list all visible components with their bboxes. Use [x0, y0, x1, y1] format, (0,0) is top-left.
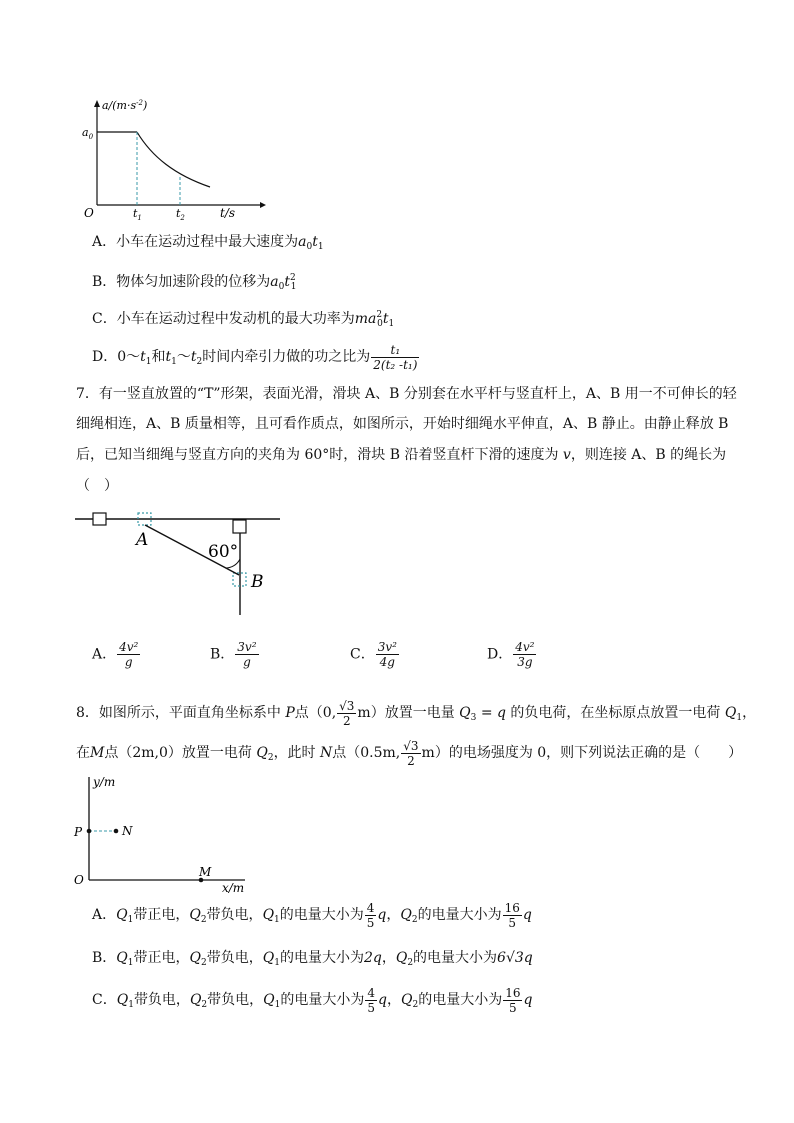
q7-line-1: 7．有一竖直放置的“T”形架，表面光滑，滑块 A、B 分别套在水平杆与竖直杆上，A、B 用一不可伸长的轻	[76, 386, 737, 402]
q6-option-a: A．小车在运动过程中最大速度为$a_0t_1$	[92, 234, 324, 252]
q8-line-2: 在M点（2m,0）放置一电荷 $Q_2$，此时 N点（0.5m, $\frac{√3}{2}$ m）的电场强度为 0，则下列说法正确的是（ ）	[76, 738, 743, 768]
t1-label: $t_1$	[133, 207, 142, 220]
label-o: O	[74, 873, 84, 887]
point-p	[87, 829, 92, 834]
q6-option-c: C．小车在运动过程中发动机的最大功率为$ma^2_0t_1$	[92, 310, 395, 329]
q7-line-4: （ ）	[76, 478, 118, 494]
label-b: B	[251, 572, 264, 592]
q6-d-fraction: $\frac{\text{t₁}}{\text{2(t₂ -t₁)}}$	[373, 342, 418, 372]
q8-line-1: 8．如图所示，平面直角坐标系中 P点（0, $\frac{√3}{2}$ m）放置一电量 $Q_3 = q$ 的负电荷，在坐标原点放置一电荷 $Q_1$，	[76, 698, 757, 728]
q7-option-a: A． $\frac{\text{4v²}}{g}$	[92, 640, 139, 669]
q7-option-c: C． $\frac{\text{3v²}}{4g}$	[350, 640, 397, 669]
t-frame-diagram	[70, 505, 290, 620]
x-axis-label: t/s	[220, 206, 236, 220]
angle-label: 60°	[208, 542, 239, 562]
origin-label: O	[84, 206, 94, 220]
label-n: N	[122, 824, 133, 838]
q7-option-d: D． $\frac{\text{4v²}}{3g}$	[487, 640, 535, 669]
point-n	[114, 829, 119, 834]
q8-option-c: C．$Q_1$带负电，$Q_2$带负电，$Q_1$的电量大小为 $\frac{4}{5}$ q，$Q_2$的电量大小为 $\frac{16}{5}$ q	[92, 985, 533, 1015]
y-axis-arrow	[94, 100, 100, 107]
label-p: P	[74, 825, 83, 839]
label-m: M	[199, 865, 212, 879]
slider-a-initial	[93, 513, 106, 525]
y-axis-label: $a/(m\cdot s^{-2})$	[102, 99, 148, 112]
acceleration-time-graph	[70, 95, 270, 220]
q7-line-2: 细绳相连，A、B 质量相等，且可看作质点，如图所示，开始时细绳水平伸直，A、B 静止。由静止释放 B	[76, 416, 729, 432]
label-a: A	[136, 530, 149, 550]
q6-option-b: B．物体匀加速阶段的位移为$a_0t^2_1$	[92, 273, 297, 292]
y-axis-label: y/m	[93, 775, 116, 789]
q7-line-3: 后，已知当细绳与竖直方向的夹角为 60°时，滑块 B 沿着竖直杆下滑的速度为 v，则连接 A、B 的绳长为	[76, 447, 727, 463]
q8-option-a: A．$Q_1$带正电，$Q_2$带负电，$Q_1$的电量大小为 $\frac{4}{5}$ q，$Q_2$的电量大小为 $\frac{16}{5}$ q	[92, 900, 532, 930]
a0-label: $a_0$	[82, 126, 94, 141]
x-axis-label: x/m	[222, 881, 245, 895]
t2-label: $t_2$	[176, 207, 185, 220]
q6-option-d: D．$0\sim t_1$和$t_1\sim t_2$时间内牵引力做的功之比为 $\frac{\text{t₁}}{\text{2(t₂ -t₁)}}$	[92, 342, 418, 372]
coordinate-system-diagram	[70, 772, 270, 897]
slider-b-initial	[233, 520, 246, 533]
q7-option-b: B． $\frac{\text{3v²}}{g}$	[210, 640, 257, 669]
x-axis-arrow	[260, 202, 266, 208]
decreasing-acceleration-curve	[137, 132, 210, 187]
q8-option-b: B．$Q_1$带正电，$Q_2$带负电，$Q_1$的电量大小为2q，$Q_2$的电量大小为6√3q	[92, 950, 533, 968]
